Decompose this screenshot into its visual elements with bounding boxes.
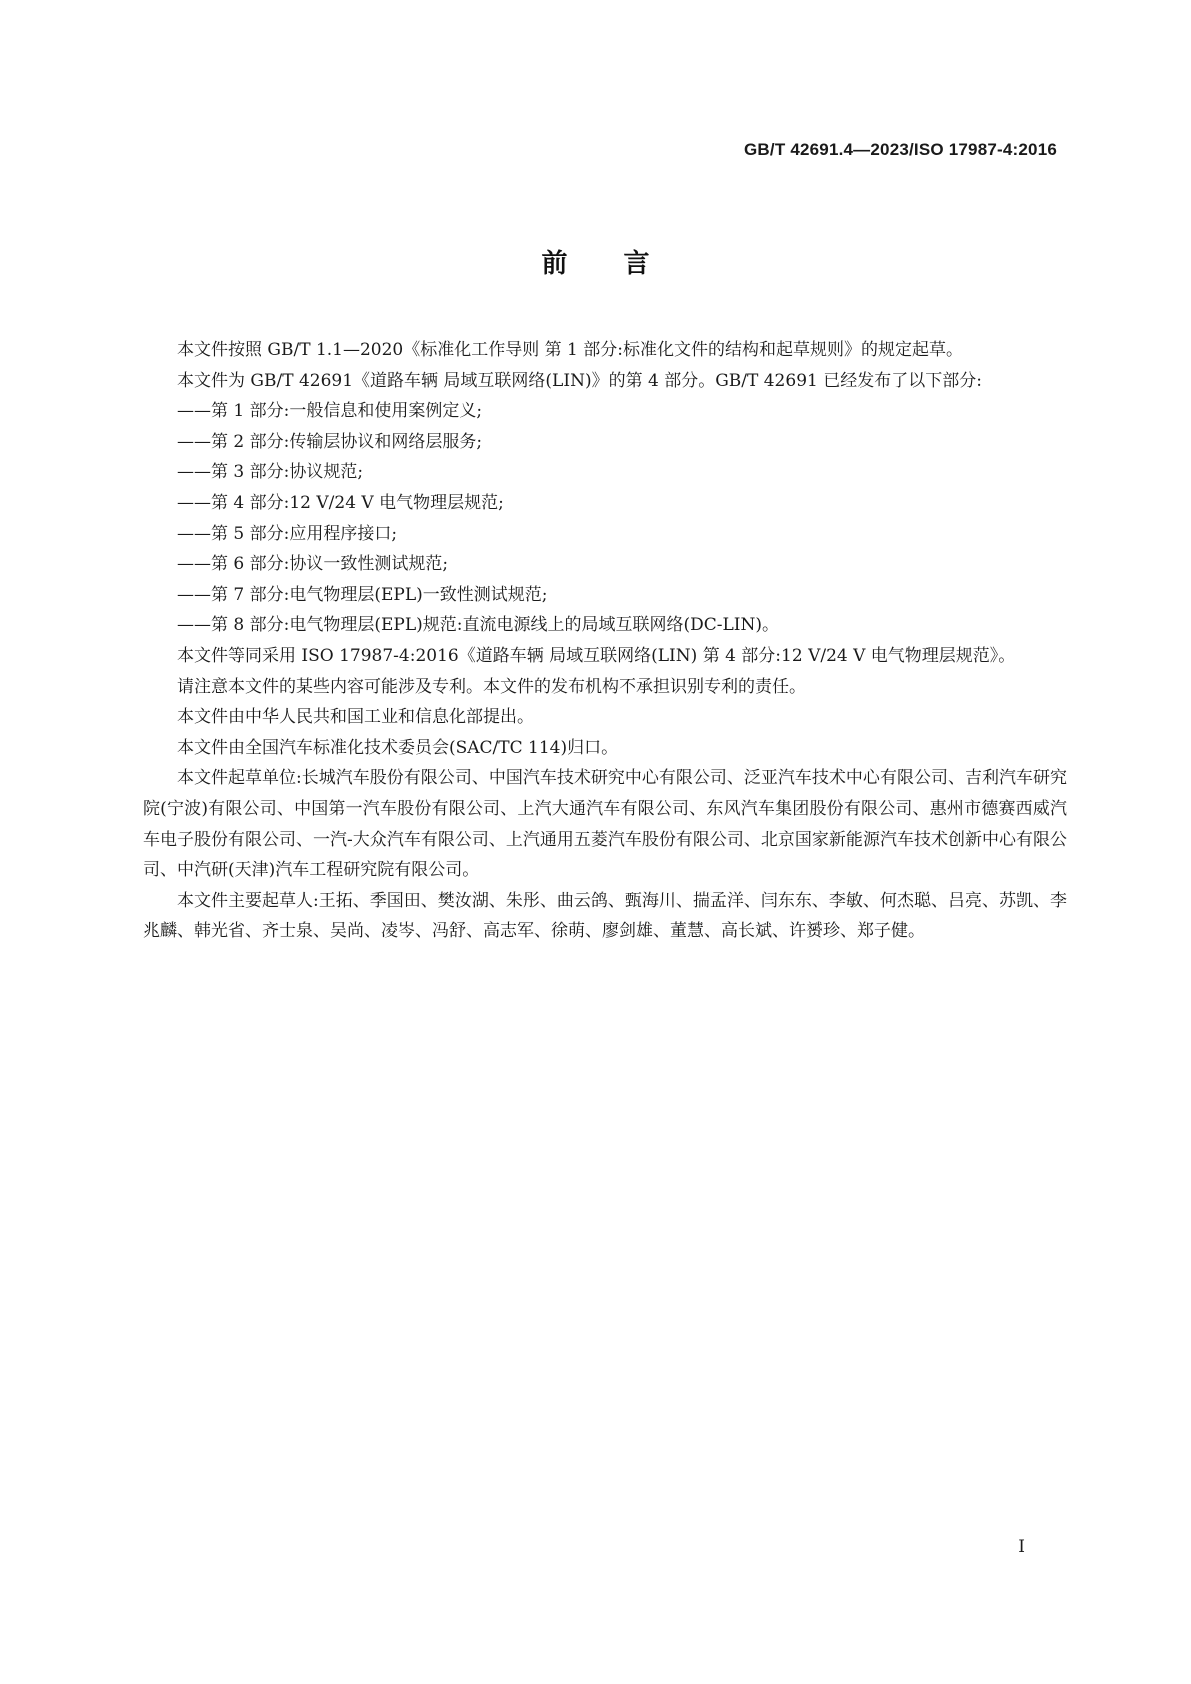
paragraph-proposer: 本文件由中华人民共和国工业和信息化部提出。 <box>177 707 534 728</box>
paragraph-committee: 本文件由全国汽车标准化技术委员会(SAC/TC 114)归口。 <box>177 737 619 758</box>
list-item-part-5: ——第 5 部分:应用程序接口; <box>177 523 398 544</box>
list-item-part-3: ——第 3 部分:协议规范; <box>177 462 364 483</box>
list-item-part-2: ——第 2 部分:传输层协议和网络层服务; <box>177 431 483 452</box>
list-item-part-6: ——第 6 部分:协议一致性测试规范; <box>177 554 449 575</box>
list-item-part-1: ——第 1 部分:一般信息和使用案例定义; <box>177 401 483 422</box>
page-number: I <box>1018 1537 1025 1557</box>
paragraph-drafting-rules: 本文件按照 GB/T 1.1—2020《标准化工作导则 第 1 部分:标准化文件的结构和起草规则》的规定起草。 <box>177 340 963 360</box>
paragraph-patent-notice: 请注意本文件的某些内容可能涉及专利。本文件的发布机构不承担识别专利的责任。 <box>177 676 806 697</box>
list-item-part-4: ——第 4 部分:12 V/24 V 电气物理层规范; <box>177 492 504 513</box>
standard-code-header: GB/T 42691.4—2023/ISO 17987-4:2016 <box>744 140 1057 159</box>
foreword-body <box>143 335 1067 947</box>
page-title: 前言 <box>541 249 706 279</box>
paragraph-series-intro: 本文件为 GB/T 42691《道路车辆 局域互联网络(LIN)》的第 4 部分。GB/T 42691 已经发布了以下部分: <box>177 370 982 391</box>
paragraph-drafting-units: 本文件起草单位:长城汽车股份有限公司、中国汽车技术研究中心有限公司、泛亚汽车技术中心有限公司、吉利汽车研究院(宁波)有限公司、中国第一汽车股份有限公司、上汽大通汽车有限公司、东风汽车集团股份有限公司、惠州市德赛西威汽车电子股份有限公司、一汽-大众汽车有限公司、上汽通用五菱汽车股份有限公司、北京国家新能源汽车技术创新中心有限公司、中汽研(天津)汽车工程研究院有限公司。 <box>143 768 1067 881</box>
paragraph-iso-adoption: 本文件等同采用 ISO 17987-4:2016《道路车辆 局域互联网络(LIN) 第 4 部分:12 V/24 V 电气物理层规范》。 <box>177 645 1016 666</box>
list-item-part-8: ——第 8 部分:电气物理层(EPL)规范:直流电源线上的局域互联网络(DC-LIN)。 <box>177 615 780 636</box>
list-item-part-7: ——第 7 部分:电气物理层(EPL)一致性测试规范; <box>177 584 548 605</box>
paragraph-drafters: 本文件主要起草人:王拓、季国田、樊汝湖、朱彤、曲云鸽、甄海川、揣孟洋、闫东东、李敏、何杰聪、吕亮、苏凯、李兆麟、韩光省、齐士泉、吴尚、凌岑、冯舒、高志军、徐萌、廖剑雄、董慧、高长斌、许赟珍、郑子健。 <box>143 890 1067 942</box>
